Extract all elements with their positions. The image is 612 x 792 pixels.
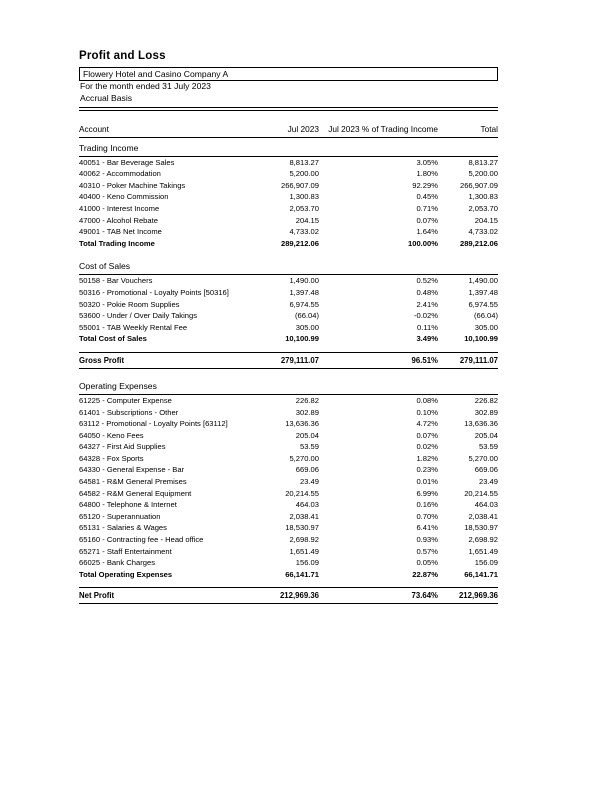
account-name: 64328 - Fox Sports	[79, 453, 144, 463]
account-value: 53.59	[299, 442, 319, 452]
account-name: 66025 - Bank Charges	[79, 558, 155, 568]
section-heading: Trading Income	[79, 142, 139, 153]
table-row	[79, 499, 498, 511]
account-percent: 0.52%	[416, 276, 438, 286]
account-name: Total Trading Income	[79, 238, 155, 248]
account-percent: 3.05%	[416, 157, 438, 167]
account-total: 156.09	[474, 558, 498, 568]
table-row	[79, 394, 498, 406]
account-value: 1,490.00	[289, 276, 319, 286]
table-row	[79, 546, 498, 558]
account-name: 49001 - TAB Net Income	[79, 227, 162, 237]
account-name: 65131 - Salaries & Wages	[79, 523, 167, 533]
table-row	[79, 511, 498, 523]
table-row	[79, 180, 498, 192]
account-name: Net Profit	[79, 591, 115, 601]
account-percent: 0.93%	[416, 535, 438, 545]
column-header-account: Account	[79, 123, 109, 134]
account-value: 8,813.27	[289, 157, 319, 167]
account-percent: 1.82%	[416, 453, 438, 463]
account-total: 464.03	[474, 500, 498, 510]
account-value: 2,698.92	[289, 535, 319, 545]
table-row	[79, 203, 498, 215]
account-total: 289,212.06	[459, 238, 498, 248]
account-total: 669.06	[474, 465, 498, 475]
company-name-box	[79, 67, 498, 81]
account-name: 64800 - Telephone & Internet	[79, 500, 177, 510]
account-total: 5,270.00	[468, 453, 498, 463]
account-total: 205.04	[474, 430, 498, 440]
account-total: 13,636.36	[464, 419, 498, 429]
row-spacer	[79, 580, 498, 588]
section-total-row	[79, 333, 498, 345]
account-total: 6,974.55	[468, 299, 498, 309]
account-name: Gross Profit	[79, 355, 125, 365]
table-row	[79, 557, 498, 569]
account-total: 5,200.00	[468, 169, 498, 179]
account-name: 61225 - Computer Expense	[79, 395, 172, 405]
account-percent: 1.64%	[416, 227, 438, 237]
table-column-headers	[79, 122, 498, 138]
account-total: 204.15	[474, 215, 498, 225]
account-total: 4,733.02	[468, 227, 498, 237]
table-row	[79, 522, 498, 534]
table-row	[79, 464, 498, 476]
account-value: 10,100.99	[285, 334, 319, 344]
account-total: 10,100.99	[464, 334, 498, 344]
account-total: 53.59	[478, 442, 498, 452]
table-row	[79, 310, 498, 322]
section-heading: Operating Expenses	[79, 380, 157, 391]
account-value: 212,969.36	[279, 591, 319, 601]
account-total: 20,214.55	[464, 488, 498, 498]
account-percent: 0.07%	[416, 215, 438, 225]
account-value: 1,300.83	[289, 192, 319, 202]
account-value: 23.49	[299, 477, 319, 487]
table-row	[79, 287, 498, 299]
account-value: 18,530.97	[285, 523, 319, 533]
account-value: 156.09	[295, 558, 319, 568]
account-name: 50316 - Promotional - Loyalty Points [50316]	[79, 287, 229, 297]
account-percent: 6.99%	[416, 488, 438, 498]
table-row	[79, 215, 498, 227]
account-percent: 100.00%	[408, 238, 438, 248]
account-name: 64327 - First Aid Supplies	[79, 442, 166, 452]
account-percent: 0.08%	[416, 395, 438, 405]
account-total: 2,038.41	[468, 511, 498, 521]
account-total: 1,300.83	[468, 192, 498, 202]
account-total: 266,907.09	[459, 180, 498, 190]
account-value: 669.06	[295, 465, 319, 475]
table-row	[79, 418, 498, 430]
row-spacer	[79, 345, 498, 353]
account-name: 64581 - R&M General Premises	[79, 477, 187, 487]
account-value: 4,733.02	[289, 227, 319, 237]
account-name: 63112 - Promotional - Loyalty Points [63112]	[79, 419, 228, 429]
account-name: 65271 - Staff Entertainment	[79, 546, 172, 556]
account-percent: 2.41%	[416, 299, 438, 309]
account-value: (66.04)	[294, 311, 319, 321]
page-title: Profit and Loss	[79, 50, 166, 62]
account-value: 20,214.55	[285, 488, 319, 498]
account-value: 226.82	[295, 395, 319, 405]
account-name: 53600 - Under / Over Daily Takings	[79, 311, 198, 321]
account-total: 305.00	[474, 322, 498, 332]
account-value: 1,651.49	[289, 546, 319, 556]
report-period: For the month ended 31 July 2023	[80, 81, 211, 91]
account-percent: 0.07%	[416, 430, 438, 440]
account-percent: 0.48%	[416, 287, 438, 297]
account-name: 41000 - Interest Income	[79, 203, 160, 213]
account-value: 302.89	[295, 407, 319, 417]
account-percent: 0.11%	[417, 322, 438, 332]
account-total: 212,969.36	[458, 591, 498, 601]
account-value: 5,270.00	[289, 453, 319, 463]
table-row	[79, 476, 498, 488]
account-total: 279,111.07	[459, 355, 498, 365]
account-value: 6,974.55	[289, 299, 319, 309]
account-percent: 1.80%	[416, 169, 438, 179]
table-row	[79, 168, 498, 180]
account-percent: 4.72%	[416, 419, 438, 429]
account-name: 65120 - Superannuation	[79, 511, 161, 521]
account-percent: 0.71%	[416, 203, 438, 213]
account-value: 289,212.06	[280, 238, 319, 248]
account-name: 40062 - Accommodation	[79, 169, 161, 179]
account-name: 40400 - Keno Commission	[79, 192, 169, 202]
account-value: 266,907.09	[280, 180, 319, 190]
account-name: 64330 - General Expense - Bar	[79, 465, 185, 475]
account-value: 2,053.70	[289, 203, 319, 213]
row-spacer	[79, 368, 498, 376]
account-value: 204.15	[295, 215, 319, 225]
account-percent: 96.51%	[411, 355, 438, 365]
account-name: 64582 - R&M General Equipment	[79, 488, 192, 498]
account-percent: -0.02%	[413, 311, 438, 321]
account-total: 2,053.70	[468, 203, 498, 213]
account-value: 464.03	[295, 500, 319, 510]
table-row	[79, 191, 498, 203]
account-percent: 22.87%	[412, 569, 438, 579]
account-value: 13,636.36	[285, 419, 319, 429]
table-row	[79, 430, 498, 442]
account-total: 23.49	[478, 477, 498, 487]
account-percent: 0.57%	[416, 546, 438, 556]
report-content	[79, 50, 498, 604]
account-name: 65160 - Contracting fee - Head office	[79, 535, 204, 545]
account-value: 5,200.00	[289, 169, 319, 179]
account-total: 18,530.97	[464, 523, 498, 533]
account-name: 55001 - TAB Weekly Rental Fee	[79, 322, 188, 332]
section-heading-row	[79, 376, 498, 395]
account-percent: 0.02%	[416, 442, 438, 452]
account-name: 64050 - Keno Fees	[79, 430, 144, 440]
table-row	[79, 275, 498, 287]
account-value: 66,141.71	[285, 569, 319, 579]
table-row	[79, 407, 498, 419]
account-name: 50320 - Pokie Room Supplies	[79, 299, 180, 309]
account-percent: 0.70%	[416, 511, 438, 521]
account-percent: 92.29%	[412, 180, 438, 190]
account-total: 2,698.92	[468, 535, 498, 545]
table-row	[79, 441, 498, 453]
table-row	[79, 453, 498, 465]
account-percent: 0.16%	[416, 500, 438, 510]
account-name: Total Operating Expenses	[79, 569, 173, 579]
account-percent: 6.41%	[416, 523, 438, 533]
account-total: 1,397.48	[468, 287, 498, 297]
section-heading: Cost of Sales	[79, 261, 131, 272]
account-total: 1,490.00	[468, 276, 498, 286]
account-percent: 3.49%	[416, 334, 438, 344]
section-heading-row	[79, 137, 498, 156]
section-total-row	[79, 238, 498, 250]
table-row	[79, 488, 498, 500]
table-row	[79, 156, 498, 168]
net-profit-row	[79, 588, 498, 604]
account-percent: 0.45%	[416, 192, 438, 202]
table-row	[79, 226, 498, 238]
account-total: 1,651.49	[468, 546, 498, 556]
table-row	[79, 299, 498, 311]
section-heading-row	[79, 256, 498, 275]
account-total: 302.89	[474, 407, 498, 417]
account-percent: 73.64%	[411, 591, 438, 601]
account-total: 8,813.27	[468, 157, 498, 167]
account-name: 40310 - Poker Machine Takings	[79, 180, 186, 190]
profit-and-loss-table	[79, 111, 498, 605]
account-percent: 0.05%	[416, 558, 438, 568]
report-basis: Accrual Basis	[80, 92, 133, 103]
table-row	[79, 322, 498, 334]
column-header-percent: Jul 2023 % of Trading Income	[328, 123, 438, 134]
company-name: Flowery Hotel and Casino Company A	[83, 69, 229, 79]
account-value: 305.00	[295, 322, 319, 332]
account-total: 66,141.71	[464, 569, 498, 579]
account-value: 279,111.07	[280, 355, 319, 365]
account-name: Total Cost of Sales	[79, 334, 147, 344]
account-percent: 0.10%	[416, 407, 438, 417]
section-total-row	[79, 569, 498, 581]
row-spacer	[79, 249, 498, 256]
column-header-total: Total	[480, 123, 498, 134]
gross-profit-row	[79, 352, 498, 368]
account-name: 40051 - Bar Beverage Sales	[79, 157, 175, 167]
account-total: (66.04)	[473, 311, 498, 321]
account-name: 61401 - Subscriptions - Other	[79, 407, 179, 417]
account-percent: 0.01%	[416, 477, 438, 487]
column-header-value: Jul 2023	[287, 123, 319, 134]
account-name: 47000 - Alcohol Rebate	[79, 215, 158, 225]
account-value: 2,038.41	[289, 511, 319, 521]
account-name: 50158 - Bar Vouchers	[79, 276, 153, 286]
account-total: 226.82	[474, 395, 498, 405]
account-value: 205.04	[295, 430, 319, 440]
table-row	[79, 534, 498, 546]
account-percent: 0.23%	[416, 465, 438, 475]
account-value: 1,397.48	[289, 287, 319, 297]
